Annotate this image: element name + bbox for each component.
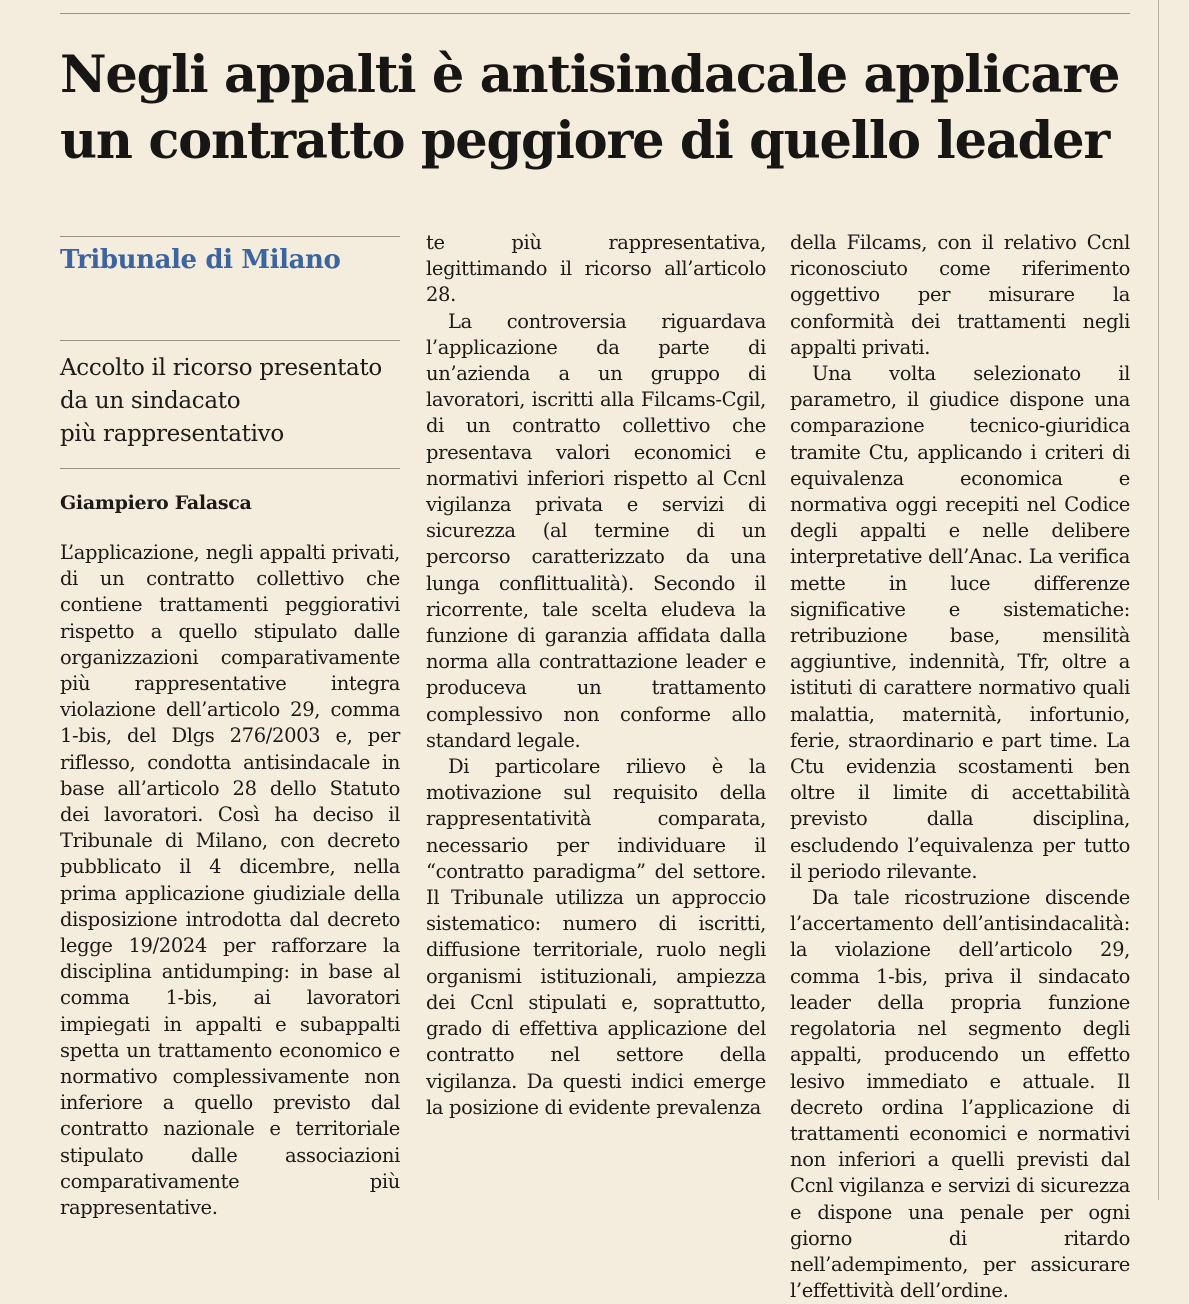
paragraph: La controversia riguardava l’applicazione da parte di un’azienda a un gruppo di lavoratori, iscritti alla Filcams-Cgil, di un contratto collettivo che presentava valori economici e normativi inferiori rispetto al Ccnl vigilanza privata e servizi di sicurezza (al termine di un percorso caratterizzato da una lunga conflittualità). Secondo il ricorrente, tale scelta eludeva la funzione di garanzia affidata dalla norma alla contrattazione leader e produceva un trattamento complessivo non conforme allo standard legale. (426, 309, 766, 752)
kicker-bottom-rule (60, 340, 400, 341)
paragraph: Una volta selezionato il parametro, il giudice dispone una comparazione tecnico-giuridica tramite Ctu, applicando i criteri di equivalenza economica e normativa oggi recepiti nel Codice degli appalti e nelle delibere interpretative dell’Anac. La verifica mette in luce differenze significative e sistematiche: retribuzione base, mensilità aggiuntive, indennità, Tfr, oltre a istituti di carattere normativo quali malattia, maternità, infortunio, ferie, straordinario e part time. La Ctu evidenzia scostamenti ben oltre il limite di accettabilità previsto dalla disciplina, escludendo l’equivalenza per tutto il periodo rilevante. (790, 362, 1130, 883)
paragraph: della Filcams, con il relativo Ccnl riconosciuto come riferimento oggettivo per misurare la conformità dei trattamenti negli appalti privati. (790, 231, 1130, 359)
summary-line: più rappresentativo (60, 421, 284, 447)
paragraph: Da tale ricostruzione discende l’accertamento dell’antisindacalità: la violazione dell’articolo 29, comma 1-bis, priva il sindacato leader della propria funzione regolatoria nel segmento degli appalti, producendo un effetto lesivo immediato e attuale. Il decreto ordina l’applicazione di trattamenti economici e normativi non inferiori a quelli previsti dal Ccnl vigilanza e servizi di sicurezza e dispone una penale per ogni giorno di ritardo nell’adempimento, per assicurare l’effettività dell’ordine. (790, 886, 1130, 1303)
article-column-1 (60, 540, 400, 1221)
paragraph: te più rappresentativa, legittimando il ricorso all’articolo 28. (426, 231, 766, 307)
summary-line: Accolto il ricorso presentato (60, 355, 382, 381)
paragraph: Di particolare rilievo è la motivazione sul requisito della rappresentatività comparata, necessario per individuare il “contratto paradigma” del settore. Il Tribunale utilizza un approccio sistematico: numero di iscritti, diffusione territoriale, ruolo negli organismi istituzionali, ampiezza dei Ccnl stipulati e, soprattutto, grado di effettiva applicazione del contratto nel settore della vigilanza. Da questi indici emerge la posizione di evidente prevalenza (426, 755, 766, 1119)
top-rule (60, 13, 1130, 14)
column-divider-right (1158, 0, 1159, 1200)
paragraph: L’applicazione, negli appalti privati, di un contratto collettivo che contiene trattamenti peggiorativi rispetto a quello stipulato dalle organizzazioni comparativamente più rappresentative integra violazione dell’articolo 29, comma 1-bis, del Dlgs 276/2003 e, per riflesso, condotta antisindacale in base all’articolo 28 dello Statuto dei lavoratori. Così ha deciso il Tribunale di Milano, con decreto pubblicato il 4 dicembre, nella prima applicazione giudiziale della disposizione introdotta dal decreto legge 19/2024 per rafforzare la disciplina antidumping: in base al comma 1-bis, ai lavoratori impiegati in appalti e subappalti spetta un trattamento economico e normativo complessivamente non inferiore a quello previsto dal contratto nazionale e territoriale stipulato dalle associazioni comparativamente più rappresentative. (60, 541, 400, 1220)
kicker-top-rule (60, 236, 400, 237)
summary-subheading (60, 352, 400, 451)
section-kicker: Tribunale di Milano (60, 245, 341, 275)
article-column-3 (790, 230, 1130, 1304)
article-column-2 (426, 230, 766, 1121)
author-byline: Giampiero Falasca (60, 492, 252, 514)
summary-bottom-rule (60, 468, 400, 469)
summary-line: da un sindacato (60, 388, 241, 414)
headline: Negli appalti è antisindacale applicare un contratto peggiore di quello leader (60, 45, 1120, 171)
